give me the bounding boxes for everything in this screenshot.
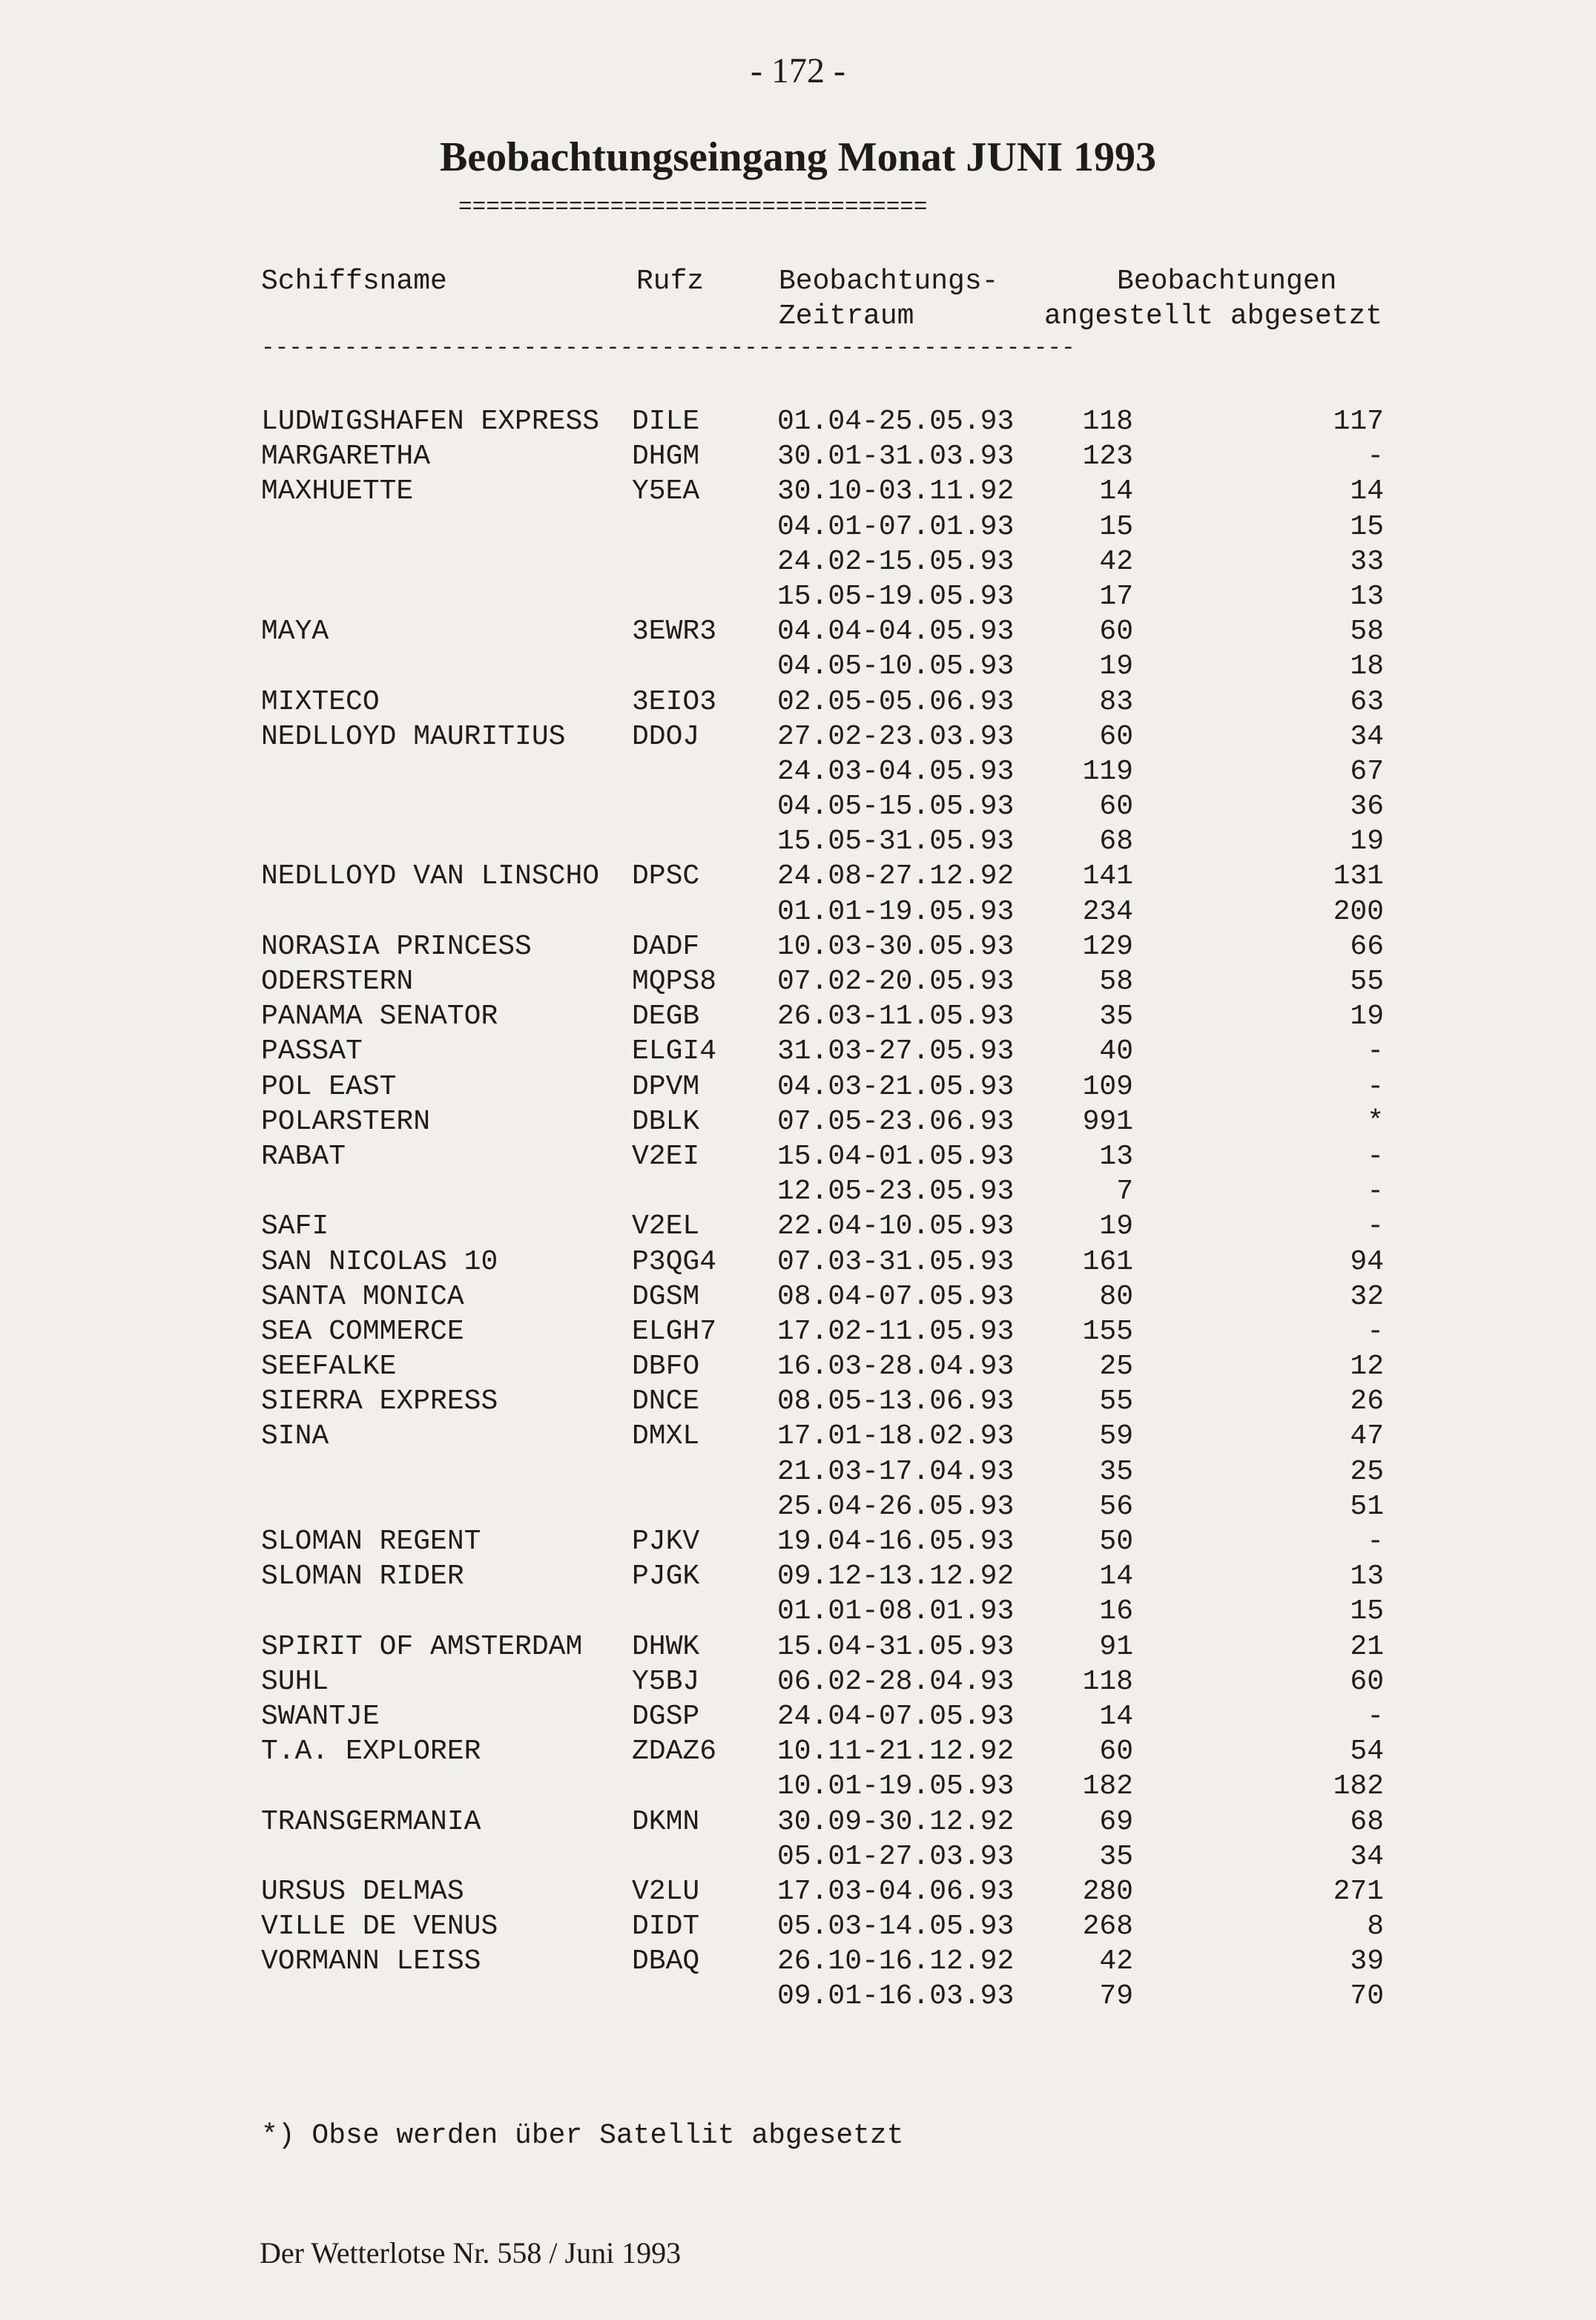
period-cell: 10.01-19.05.93 <box>777 1770 1015 1803</box>
observations-sent-cell: 13 <box>1350 1561 1384 1593</box>
callsign-cell: DBAQ <box>632 1945 700 1978</box>
table-row <box>0 1944 1596 1979</box>
observations-made-cell: 119 <box>1082 755 1133 788</box>
period-cell: 24.03-04.05.93 <box>777 755 1015 788</box>
observations-made-cell: 60 <box>1099 791 1133 823</box>
callsign-cell: DPVM <box>632 1070 700 1103</box>
period-cell: 16.03-28.04.93 <box>777 1351 1015 1383</box>
table-row <box>0 1384 1596 1419</box>
observations-made-cell: 79 <box>1099 1980 1133 2013</box>
observations-made-cell: 19 <box>1099 1210 1133 1243</box>
callsign-cell: DADF <box>632 930 700 963</box>
table-row <box>0 1245 1596 1279</box>
observations-made-cell: 234 <box>1082 895 1133 928</box>
observations-made-cell: 60 <box>1099 720 1133 753</box>
observations-made-cell: 13 <box>1099 1140 1133 1173</box>
table-row <box>0 1594 1596 1629</box>
ship-name-cell: TRANSGERMANIA <box>261 1805 481 1838</box>
header-period-line2: Zeitraum <box>779 300 914 332</box>
ship-name-cell: PANAMA SENATOR <box>261 1001 498 1033</box>
observations-sent-cell: - <box>1367 1035 1384 1068</box>
table-row <box>0 1139 1596 1174</box>
observations-made-cell: 182 <box>1082 1770 1133 1803</box>
table-row <box>0 1874 1596 1909</box>
callsign-cell: ELGH7 <box>632 1315 717 1348</box>
table-row <box>0 1104 1596 1139</box>
observations-made-cell: 83 <box>1099 685 1133 718</box>
period-cell: 08.04-07.05.93 <box>777 1280 1015 1313</box>
period-cell: 04.03-21.05.93 <box>777 1070 1015 1103</box>
ship-name-cell: MAXHUETTE <box>261 475 414 508</box>
period-cell: 09.12-13.12.92 <box>777 1561 1015 1593</box>
table-row <box>0 824 1596 859</box>
period-cell: 17.02-11.05.93 <box>777 1315 1015 1348</box>
ship-name-cell: SEEFALKE <box>261 1351 397 1383</box>
observations-sent-cell: 58 <box>1350 616 1384 648</box>
period-cell: 24.02-15.05.93 <box>777 545 1015 578</box>
observations-sent-cell: 25 <box>1350 1455 1384 1488</box>
callsign-cell: DBFO <box>632 1351 700 1383</box>
table-row <box>0 685 1596 719</box>
callsign-cell: DHGM <box>632 441 700 473</box>
table-row <box>0 1839 1596 1874</box>
period-cell: 30.10-03.11.92 <box>777 475 1015 508</box>
observations-sent-cell: - <box>1367 1140 1384 1173</box>
callsign-cell: V2LU <box>632 1875 700 1908</box>
ship-name-cell: SUHL <box>261 1665 329 1698</box>
observations-sent-cell: 66 <box>1350 930 1384 963</box>
ship-name-cell: SINA <box>261 1420 329 1453</box>
observations-sent-cell: 12 <box>1350 1351 1384 1383</box>
table-row <box>0 1209 1596 1244</box>
page-number: - 172 - <box>751 51 845 90</box>
period-cell: 05.03-14.05.93 <box>777 1911 1015 1943</box>
header-observations-line2: angestellt abgesetzt <box>1044 300 1383 332</box>
table-row <box>0 1699 1596 1734</box>
observations-made-cell: 40 <box>1099 1035 1133 1068</box>
table-row <box>0 1734 1596 1769</box>
period-cell: 04.04-04.05.93 <box>777 616 1015 648</box>
observations-made-cell: 141 <box>1082 860 1133 893</box>
callsign-cell: 3EIO3 <box>632 685 717 718</box>
table-row <box>0 1314 1596 1349</box>
table-row <box>0 859 1596 894</box>
callsign-cell: DNCE <box>632 1385 700 1418</box>
period-cell: 26.03-11.05.93 <box>777 1001 1015 1033</box>
table-row <box>0 1279 1596 1314</box>
callsign-cell: PJGK <box>632 1561 700 1593</box>
table-row <box>0 1524 1596 1559</box>
observations-sent-cell: 94 <box>1350 1245 1384 1278</box>
observations-made-cell: 42 <box>1099 545 1133 578</box>
period-cell: 04.05-10.05.93 <box>777 650 1015 683</box>
period-cell: 04.05-15.05.93 <box>777 791 1015 823</box>
ship-name-cell: POLARSTERN <box>261 1105 431 1138</box>
ship-name-cell: MIXTECO <box>261 685 380 718</box>
header-observations-line1: Beobachtungen <box>1117 266 1337 297</box>
observations-sent-cell: - <box>1367 1315 1384 1348</box>
header-period-line1: Beobachtungs- <box>779 266 999 297</box>
observations-sent-cell: 55 <box>1350 966 1384 998</box>
table-row <box>0 1559 1596 1594</box>
table-row <box>0 1349 1596 1384</box>
callsign-cell: DDOJ <box>632 720 700 753</box>
table-row <box>0 1909 1596 1944</box>
observations-made-cell: 35 <box>1099 1001 1133 1033</box>
ship-name-cell: MARGARETHA <box>261 441 431 473</box>
table-row <box>0 1419 1596 1454</box>
ship-name-cell: PASSAT <box>261 1035 363 1068</box>
table-row <box>0 1805 1596 1839</box>
period-cell: 24.08-27.12.92 <box>777 860 1015 893</box>
table-row <box>0 929 1596 964</box>
ship-name-cell: T.A. EXPLORER <box>261 1736 481 1768</box>
callsign-cell: PJKV <box>632 1526 700 1558</box>
observations-made-cell: 58 <box>1099 966 1133 998</box>
table-row <box>0 1979 1596 2014</box>
period-cell: 30.09-30.12.92 <box>777 1805 1015 1838</box>
observations-made-cell: 129 <box>1082 930 1133 963</box>
period-cell: 04.01-07.01.93 <box>777 510 1015 543</box>
period-cell: 25.04-26.05.93 <box>777 1490 1015 1523</box>
period-cell: 31.03-27.05.93 <box>777 1035 1015 1068</box>
ship-name-cell: ODERSTERN <box>261 966 414 998</box>
ship-name-cell: RABAT <box>261 1140 346 1173</box>
observations-made-cell: 109 <box>1082 1070 1133 1103</box>
table-row <box>0 614 1596 649</box>
observations-sent-cell: 39 <box>1350 1945 1384 1978</box>
ship-name-cell: URSUS DELMAS <box>261 1875 464 1908</box>
observations-made-cell: 14 <box>1099 1561 1133 1593</box>
ship-name-cell: SLOMAN REGENT <box>261 1526 481 1558</box>
callsign-cell: V2EI <box>632 1140 700 1173</box>
title-underline: ================================== <box>458 194 928 220</box>
table-row <box>0 999 1596 1034</box>
observations-sent-cell: 15 <box>1350 1595 1384 1628</box>
observations-sent-cell: 21 <box>1350 1630 1384 1663</box>
table-row <box>0 1070 1596 1104</box>
observations-made-cell: 123 <box>1082 441 1133 473</box>
observations-sent-cell: 34 <box>1350 1840 1384 1873</box>
observations-made-cell: 19 <box>1099 650 1133 683</box>
callsign-cell: 3EWR3 <box>632 616 717 648</box>
table-row <box>0 510 1596 544</box>
observations-sent-cell: 26 <box>1350 1385 1384 1418</box>
observations-sent-cell: 271 <box>1333 1875 1384 1908</box>
period-cell: 12.05-23.05.93 <box>777 1176 1015 1208</box>
ship-name-cell: SIERRA EXPRESS <box>261 1385 498 1418</box>
observations-made-cell: 14 <box>1099 1700 1133 1733</box>
callsign-cell: DIDT <box>632 1911 700 1943</box>
ship-name-cell: NEDLLOYD MAURITIUS <box>261 720 566 753</box>
ship-name-cell: LUDWIGSHAFEN EXPRESS <box>261 406 600 438</box>
observations-made-cell: 69 <box>1099 1805 1133 1838</box>
ship-name-cell: SEA COMMERCE <box>261 1315 464 1348</box>
observations-made-cell: 91 <box>1099 1630 1133 1663</box>
table-row <box>0 719 1596 754</box>
callsign-cell: P3QG4 <box>632 1245 717 1278</box>
observations-made-cell: 268 <box>1082 1911 1133 1943</box>
observations-made-cell: 7 <box>1116 1176 1133 1208</box>
observations-made-cell: 161 <box>1082 1245 1133 1278</box>
observations-sent-cell: 68 <box>1350 1805 1384 1838</box>
observations-sent-cell: - <box>1367 1700 1384 1733</box>
period-cell: 07.02-20.05.93 <box>777 966 1015 998</box>
observations-sent-cell: 67 <box>1350 755 1384 788</box>
callsign-cell: Y5EA <box>632 475 700 508</box>
observations-sent-cell: 18 <box>1350 650 1384 683</box>
observations-sent-cell: 54 <box>1350 1736 1384 1768</box>
callsign-cell: DGSP <box>632 1700 700 1733</box>
table-row <box>0 1454 1596 1489</box>
observations-made-cell: 55 <box>1099 1385 1133 1418</box>
observation-table <box>0 404 1596 2014</box>
observations-made-cell: 118 <box>1082 1665 1133 1698</box>
observations-sent-cell: 51 <box>1350 1490 1384 1523</box>
observations-sent-cell: 70 <box>1350 1980 1384 2013</box>
period-cell: 10.11-21.12.92 <box>777 1736 1015 1768</box>
observations-sent-cell: 36 <box>1350 791 1384 823</box>
ship-name-cell: POL EAST <box>261 1070 397 1103</box>
observations-made-cell: 68 <box>1099 825 1133 858</box>
observations-made-cell: 60 <box>1099 1736 1133 1768</box>
period-cell: 01.01-19.05.93 <box>777 895 1015 928</box>
period-cell: 27.02-23.03.93 <box>777 720 1015 753</box>
observations-sent-cell: 19 <box>1350 825 1384 858</box>
observations-made-cell: 16 <box>1099 1595 1133 1628</box>
period-cell: 22.04-10.05.93 <box>777 1210 1015 1243</box>
footnote: *) Obse werden über Satellit abgesetzt <box>261 2120 904 2152</box>
observations-sent-cell: - <box>1367 1210 1384 1243</box>
table-row <box>0 1489 1596 1524</box>
table-row <box>0 404 1596 439</box>
header-callsign: Rufz <box>636 266 705 297</box>
observations-made-cell: 155 <box>1082 1315 1133 1348</box>
observations-made-cell: 25 <box>1099 1351 1133 1383</box>
observations-made-cell: 15 <box>1099 510 1133 543</box>
callsign-cell: ELGI4 <box>632 1035 717 1068</box>
observations-sent-cell: 131 <box>1333 860 1384 893</box>
observations-made-cell: 35 <box>1099 1455 1133 1488</box>
observations-made-cell: 991 <box>1082 1105 1133 1138</box>
ship-name-cell: SAN NICOLAS 10 <box>261 1245 498 1278</box>
period-cell: 17.01-18.02.93 <box>777 1420 1015 1453</box>
observations-sent-cell: 47 <box>1350 1420 1384 1453</box>
table-row <box>0 894 1596 929</box>
observations-made-cell: 17 <box>1099 580 1133 613</box>
callsign-cell: DGSM <box>632 1280 700 1313</box>
observations-sent-cell: 117 <box>1333 406 1384 438</box>
ship-name-cell: NORASIA PRINCESS <box>261 930 532 963</box>
observations-sent-cell: 200 <box>1333 895 1384 928</box>
callsign-cell: DMXL <box>632 1420 700 1453</box>
ship-name-cell: VORMANN LEISS <box>261 1945 481 1978</box>
period-cell: 26.10-16.12.92 <box>777 1945 1015 1978</box>
observations-made-cell: 280 <box>1082 1875 1133 1908</box>
header-ship-name: Schiffsname <box>261 266 447 297</box>
observations-sent-cell: 63 <box>1350 685 1384 718</box>
observations-sent-cell: 19 <box>1350 1001 1384 1033</box>
period-cell: 15.04-31.05.93 <box>777 1630 1015 1663</box>
observations-sent-cell: 60 <box>1350 1665 1384 1698</box>
ship-name-cell: NEDLLOYD VAN LINSCHO <box>261 860 600 893</box>
callsign-cell: Y5BJ <box>632 1665 700 1698</box>
observations-sent-cell: * <box>1367 1105 1384 1138</box>
period-cell: 19.04-16.05.93 <box>777 1526 1015 1558</box>
observations-sent-cell: - <box>1367 441 1384 473</box>
observations-made-cell: 14 <box>1099 475 1133 508</box>
page-footer: Der Wetterlotse Nr. 558 / Juni 1993 <box>260 2236 682 2270</box>
observations-made-cell: 42 <box>1099 1945 1133 1978</box>
observations-made-cell: 60 <box>1099 616 1133 648</box>
ship-name-cell: SLOMAN RIDER <box>261 1561 464 1593</box>
observations-sent-cell: - <box>1367 1070 1384 1103</box>
ship-name-cell: SPIRIT OF AMSTERDAM <box>261 1630 583 1663</box>
observations-made-cell: 56 <box>1099 1490 1133 1523</box>
observations-sent-cell: 14 <box>1350 475 1384 508</box>
observations-made-cell: 118 <box>1082 406 1133 438</box>
table-row <box>0 1769 1596 1804</box>
observations-sent-cell: 33 <box>1350 545 1384 578</box>
table-row <box>0 754 1596 789</box>
table-row <box>0 1034 1596 1069</box>
table-row <box>0 579 1596 614</box>
observations-sent-cell: - <box>1367 1176 1384 1208</box>
period-cell: 08.05-13.06.93 <box>777 1385 1015 1418</box>
observations-made-cell: 50 <box>1099 1526 1133 1558</box>
callsign-cell: V2EL <box>632 1210 700 1243</box>
period-cell: 21.03-17.04.93 <box>777 1455 1015 1488</box>
observations-sent-cell: 15 <box>1350 510 1384 543</box>
period-cell: 10.03-30.05.93 <box>777 930 1015 963</box>
period-cell: 09.01-16.03.93 <box>777 1980 1015 2013</box>
period-cell: 07.03-31.05.93 <box>777 1245 1015 1278</box>
period-cell: 15.04-01.05.93 <box>777 1140 1015 1173</box>
observations-sent-cell: 32 <box>1350 1280 1384 1313</box>
header-divider: ----------------------------------------------------------- <box>261 335 1075 361</box>
ship-name-cell: SWANTJE <box>261 1700 380 1733</box>
table-row <box>0 474 1596 509</box>
period-cell: 01.04-25.05.93 <box>777 406 1015 438</box>
table-row <box>0 964 1596 999</box>
callsign-cell: DILE <box>632 406 700 438</box>
observations-made-cell: 80 <box>1099 1280 1133 1313</box>
page-title: Beobachtungseingang Monat JUNI 1993 <box>439 134 1157 180</box>
callsign-cell: DEGB <box>632 1001 700 1033</box>
table-row <box>0 649 1596 684</box>
ship-name-cell: VILLE DE VENUS <box>261 1911 498 1943</box>
callsign-cell: DBLK <box>632 1105 700 1138</box>
callsign-cell: DPSC <box>632 860 700 893</box>
callsign-cell: MQPS8 <box>632 966 717 998</box>
observations-sent-cell: - <box>1367 1526 1384 1558</box>
table-row <box>0 439 1596 474</box>
observations-sent-cell: 34 <box>1350 720 1384 753</box>
ship-name-cell: MAYA <box>261 616 329 648</box>
period-cell: 24.04-07.05.93 <box>777 1700 1015 1733</box>
ship-name-cell: SANTA MONICA <box>261 1280 464 1313</box>
callsign-cell: DKMN <box>632 1805 700 1838</box>
period-cell: 06.02-28.04.93 <box>777 1665 1015 1698</box>
period-cell: 01.01-08.01.93 <box>777 1595 1015 1628</box>
ship-name-cell: SAFI <box>261 1210 329 1243</box>
table-row <box>0 1174 1596 1209</box>
period-cell: 07.05-23.06.93 <box>777 1105 1015 1138</box>
table-row <box>0 1629 1596 1664</box>
period-cell: 02.05-05.06.93 <box>777 685 1015 718</box>
observations-sent-cell: 182 <box>1333 1770 1384 1803</box>
observations-sent-cell: 13 <box>1350 580 1384 613</box>
table-row <box>0 544 1596 579</box>
period-cell: 17.03-04.06.93 <box>777 1875 1015 1908</box>
period-cell: 30.01-31.03.93 <box>777 441 1015 473</box>
period-cell: 15.05-31.05.93 <box>777 825 1015 858</box>
period-cell: 15.05-19.05.93 <box>777 580 1015 613</box>
table-row <box>0 1664 1596 1699</box>
observations-made-cell: 35 <box>1099 1840 1133 1873</box>
callsign-cell: ZDAZ6 <box>632 1736 717 1768</box>
table-row <box>0 789 1596 824</box>
observations-made-cell: 59 <box>1099 1420 1133 1453</box>
observations-sent-cell: 8 <box>1367 1911 1384 1943</box>
callsign-cell: DHWK <box>632 1630 700 1663</box>
period-cell: 05.01-27.03.93 <box>777 1840 1015 1873</box>
